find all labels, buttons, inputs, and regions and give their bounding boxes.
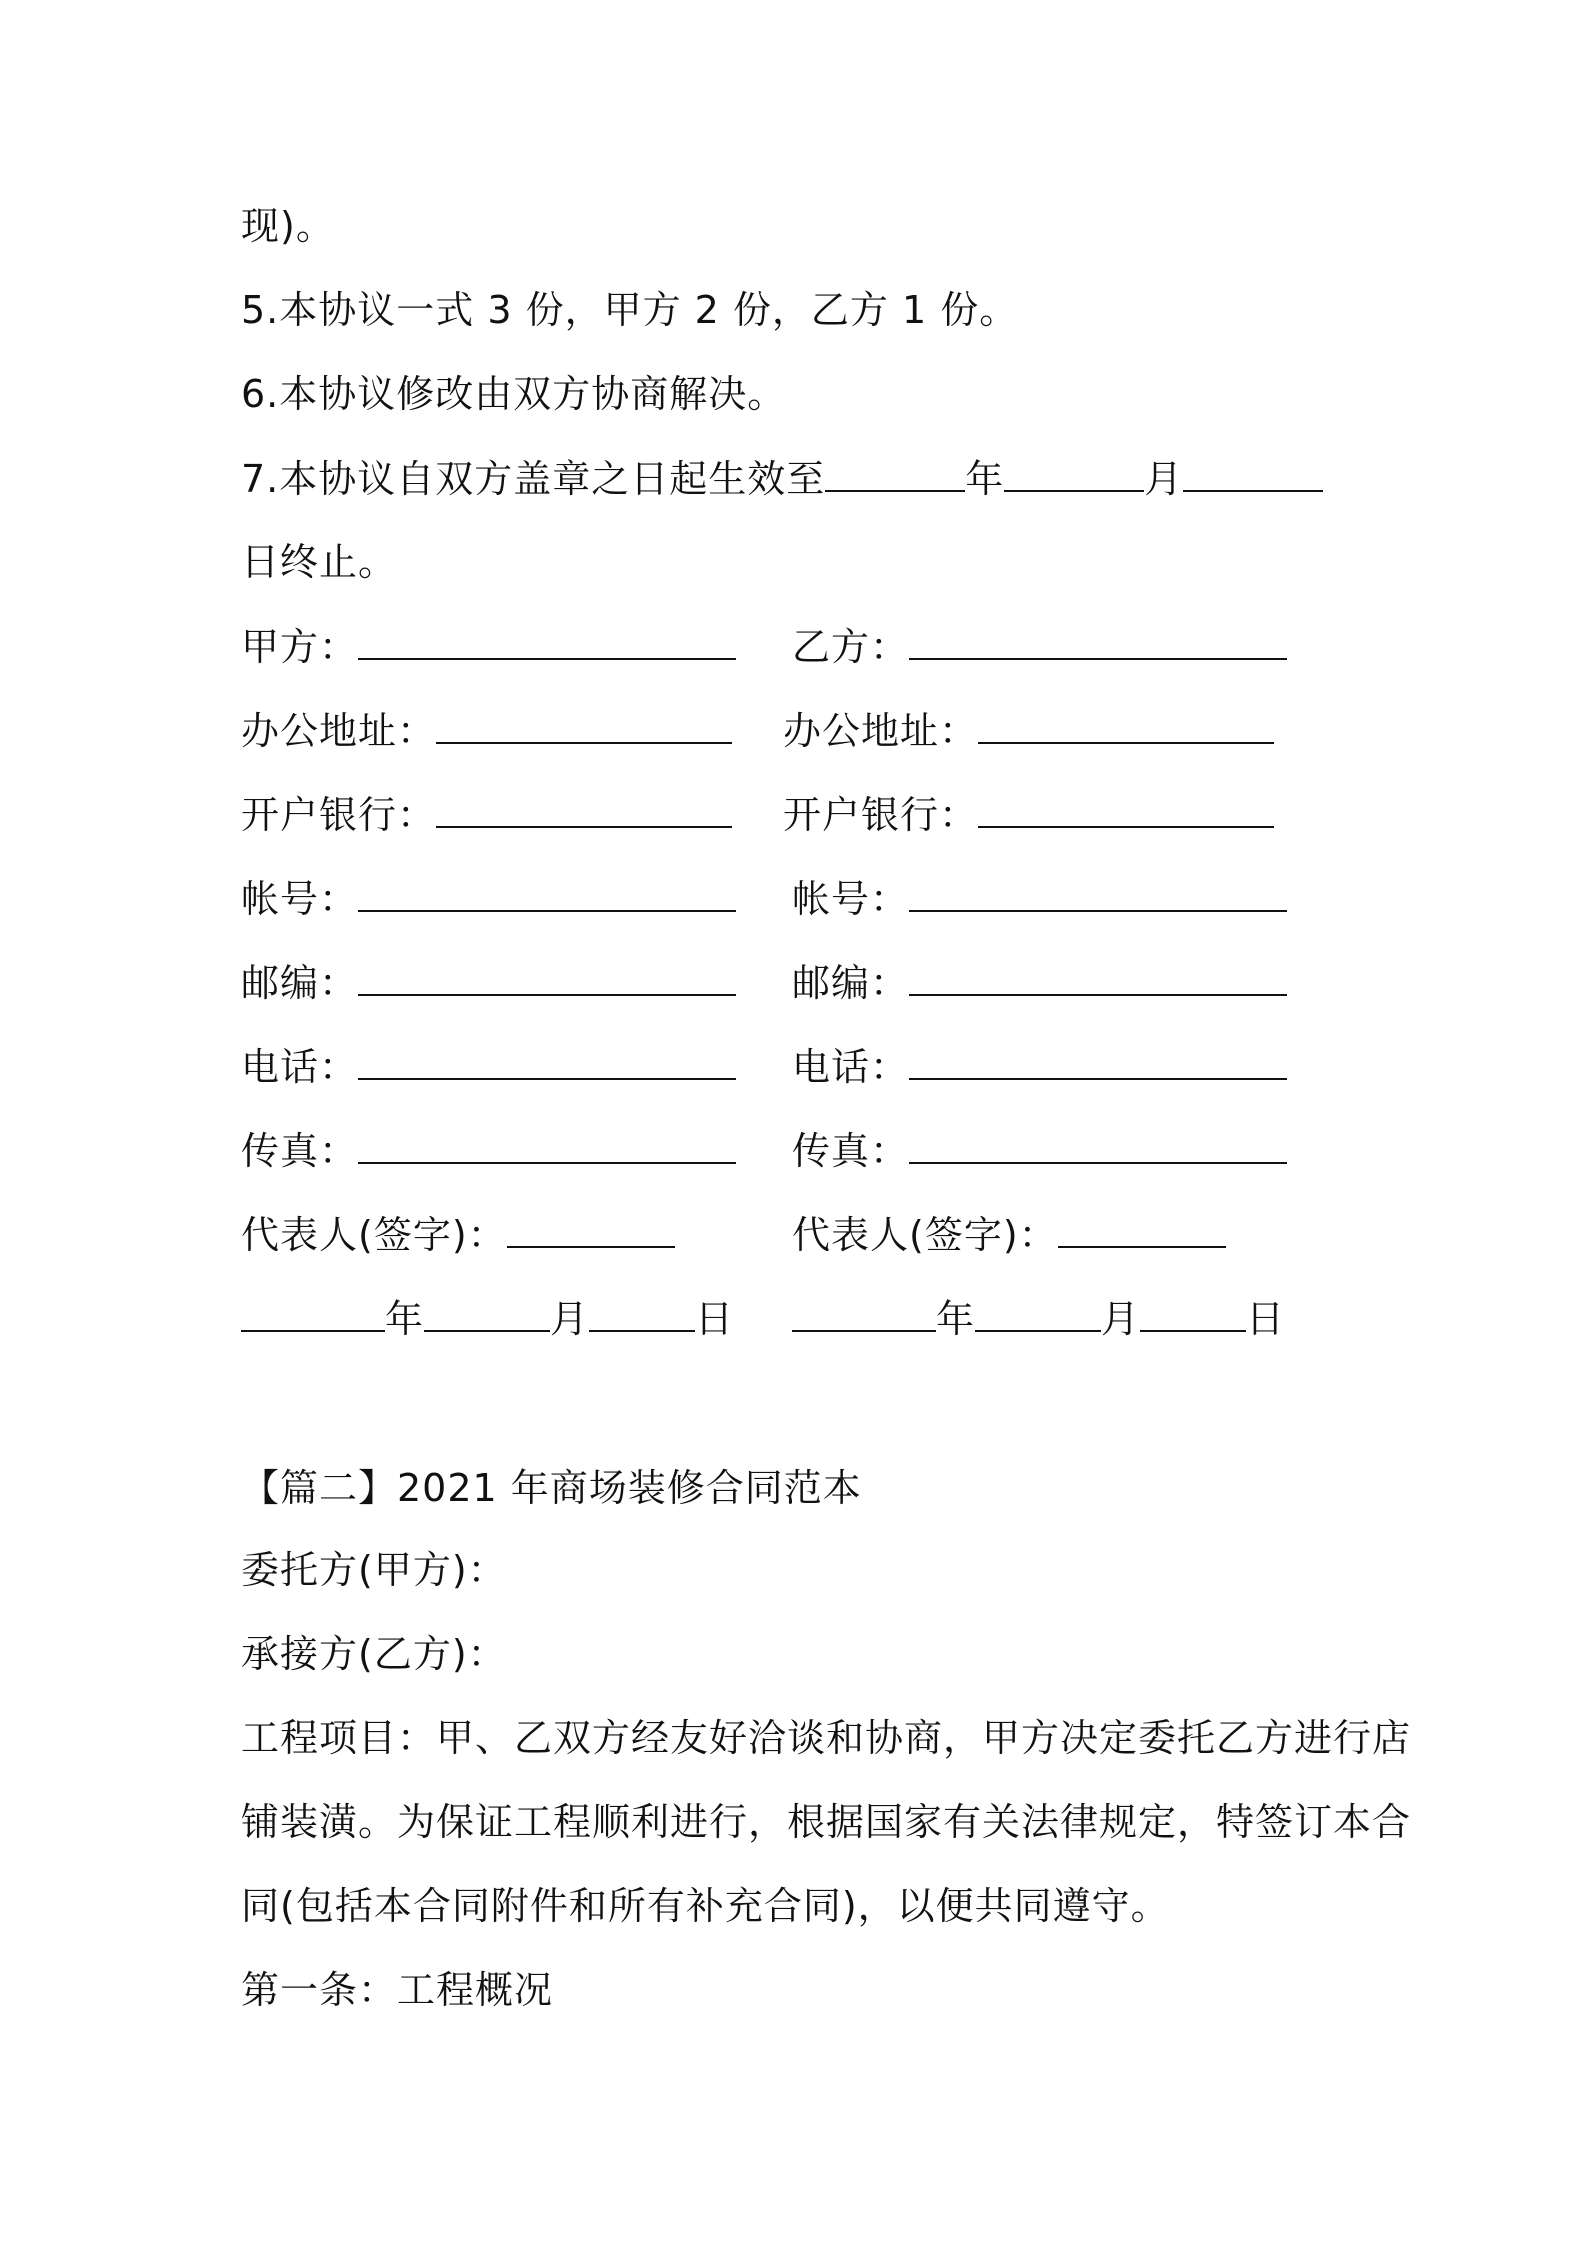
clause-6: 6.本协议修改由双方协商解决。 xyxy=(241,372,787,416)
date-b-day-blank[interactable] xyxy=(1140,1294,1246,1332)
account-a-field xyxy=(241,874,736,923)
phone-b-label: 电话： xyxy=(792,1045,910,1089)
rep-b-blank[interactable] xyxy=(1058,1210,1226,1248)
text-line xyxy=(241,1714,1411,1762)
bank-a-blank[interactable] xyxy=(436,790,732,828)
date-b-year-label: 年 xyxy=(936,1297,976,1341)
phone-a-label: 电话： xyxy=(241,1045,359,1089)
text-line xyxy=(241,202,335,250)
date-a-month-label: 月 xyxy=(550,1297,590,1341)
date-a-year-blank[interactable] xyxy=(241,1294,385,1332)
text-line xyxy=(241,1966,553,2014)
fax-a-label: 传真： xyxy=(241,1129,359,1173)
party-b-blank[interactable] xyxy=(909,622,1287,660)
postcode-a-blank[interactable] xyxy=(358,958,736,996)
date-a-day-label: 日 xyxy=(695,1297,735,1341)
postcode-b-label: 邮编： xyxy=(792,961,910,1005)
address-b-blank[interactable] xyxy=(978,706,1274,744)
year-blank[interactable] xyxy=(825,454,965,492)
phone-a-blank[interactable] xyxy=(358,1042,736,1080)
phone-a-field xyxy=(241,1042,736,1091)
text-line xyxy=(241,370,786,418)
month-label: 月 xyxy=(1144,457,1184,501)
text-line xyxy=(241,1798,1411,1846)
rep-a-label: 代表人(签字)： xyxy=(241,1213,507,1257)
date-b-month-label: 月 xyxy=(1101,1297,1141,1341)
date-a-day-blank[interactable] xyxy=(589,1294,695,1332)
clause-7-prefix: 7.本协议自双方盖章之日起生效至 xyxy=(241,457,826,501)
phone-b-blank[interactable] xyxy=(909,1042,1287,1080)
fax-b-blank[interactable] xyxy=(909,1126,1287,1164)
date-b-field xyxy=(792,1294,1285,1343)
postcode-b-field xyxy=(792,958,1287,1007)
postcode-b-blank[interactable] xyxy=(909,958,1287,996)
address-a-field xyxy=(241,706,732,755)
account-a-blank[interactable] xyxy=(358,874,736,912)
fax-a-blank[interactable] xyxy=(358,1126,736,1164)
day-blank[interactable] xyxy=(1183,454,1323,492)
date-a-year-label: 年 xyxy=(385,1297,425,1341)
phone-b-field xyxy=(792,1042,1287,1091)
date-a-month-blank[interactable] xyxy=(424,1294,550,1332)
account-b-label: 帐号： xyxy=(792,877,910,921)
rep-b-label: 代表人(签字)： xyxy=(792,1213,1058,1257)
article-1-heading: 第一条：工程概况 xyxy=(241,1968,554,2012)
account-b-field xyxy=(792,874,1287,923)
text-line xyxy=(241,1546,507,1594)
project-line-2: 铺装潢。为保证工程顺利进行，根据国家有关法律规定，特签订本合 xyxy=(241,1800,1412,1844)
date-b-month-blank[interactable] xyxy=(975,1294,1101,1332)
text-line xyxy=(241,538,397,586)
fax-b-field xyxy=(792,1126,1287,1175)
account-b-blank[interactable] xyxy=(909,874,1287,912)
date-a-field xyxy=(241,1294,734,1343)
clause-7-end: 日终止。 xyxy=(241,540,398,584)
address-b-label: 办公地址： xyxy=(783,709,979,753)
postcode-a-field xyxy=(241,958,736,1007)
address-b-field xyxy=(783,706,1274,755)
account-a-label: 帐号： xyxy=(241,877,359,921)
section-2-heading: 【篇二】2021 年商场装修合同范本 xyxy=(241,1466,862,1510)
bank-b-blank[interactable] xyxy=(978,790,1274,828)
clause-7 xyxy=(241,454,1323,503)
text-line xyxy=(241,1630,507,1678)
party-a-blank[interactable] xyxy=(358,622,736,660)
rep-a-blank[interactable] xyxy=(507,1210,675,1248)
rep-a-field xyxy=(241,1210,675,1259)
party-a-field xyxy=(241,622,736,671)
paragraph-continuation: 现)。 xyxy=(241,204,335,248)
bank-a-label: 开户银行： xyxy=(241,793,437,837)
date-b-year-blank[interactable] xyxy=(792,1294,936,1332)
month-blank[interactable] xyxy=(1004,454,1144,492)
text-line xyxy=(241,1882,1170,1930)
bank-b-label: 开户银行： xyxy=(783,793,979,837)
fax-b-label: 传真： xyxy=(792,1129,910,1173)
postcode-a-label: 邮编： xyxy=(241,961,359,1005)
date-b-day-label: 日 xyxy=(1246,1297,1286,1341)
contractor-label: 承接方(乙方)： xyxy=(241,1632,507,1676)
fax-a-field xyxy=(241,1126,736,1175)
clause-5: 5.本协议一式 3 份，甲方 2 份，乙方 1 份。 xyxy=(241,288,1019,332)
party-b-field xyxy=(792,622,1287,671)
bank-a-field xyxy=(241,790,732,839)
year-label: 年 xyxy=(965,457,1005,501)
project-line-3: 同(包括本合同附件和所有补充合同)，以便共同遵守。 xyxy=(241,1884,1170,1928)
address-a-blank[interactable] xyxy=(436,706,732,744)
text-line xyxy=(241,286,1018,334)
party-b-label: 乙方： xyxy=(792,625,910,669)
project-line-1: 工程项目：甲、乙双方经友好洽谈和协商，甲方决定委托乙方进行店 xyxy=(241,1716,1412,1760)
party-a-label: 甲方： xyxy=(241,625,359,669)
client-label: 委托方(甲方)： xyxy=(241,1548,507,1592)
address-a-label: 办公地址： xyxy=(241,709,437,753)
rep-b-field xyxy=(792,1210,1226,1259)
section-heading xyxy=(241,1464,862,1512)
bank-b-field xyxy=(783,790,1274,839)
